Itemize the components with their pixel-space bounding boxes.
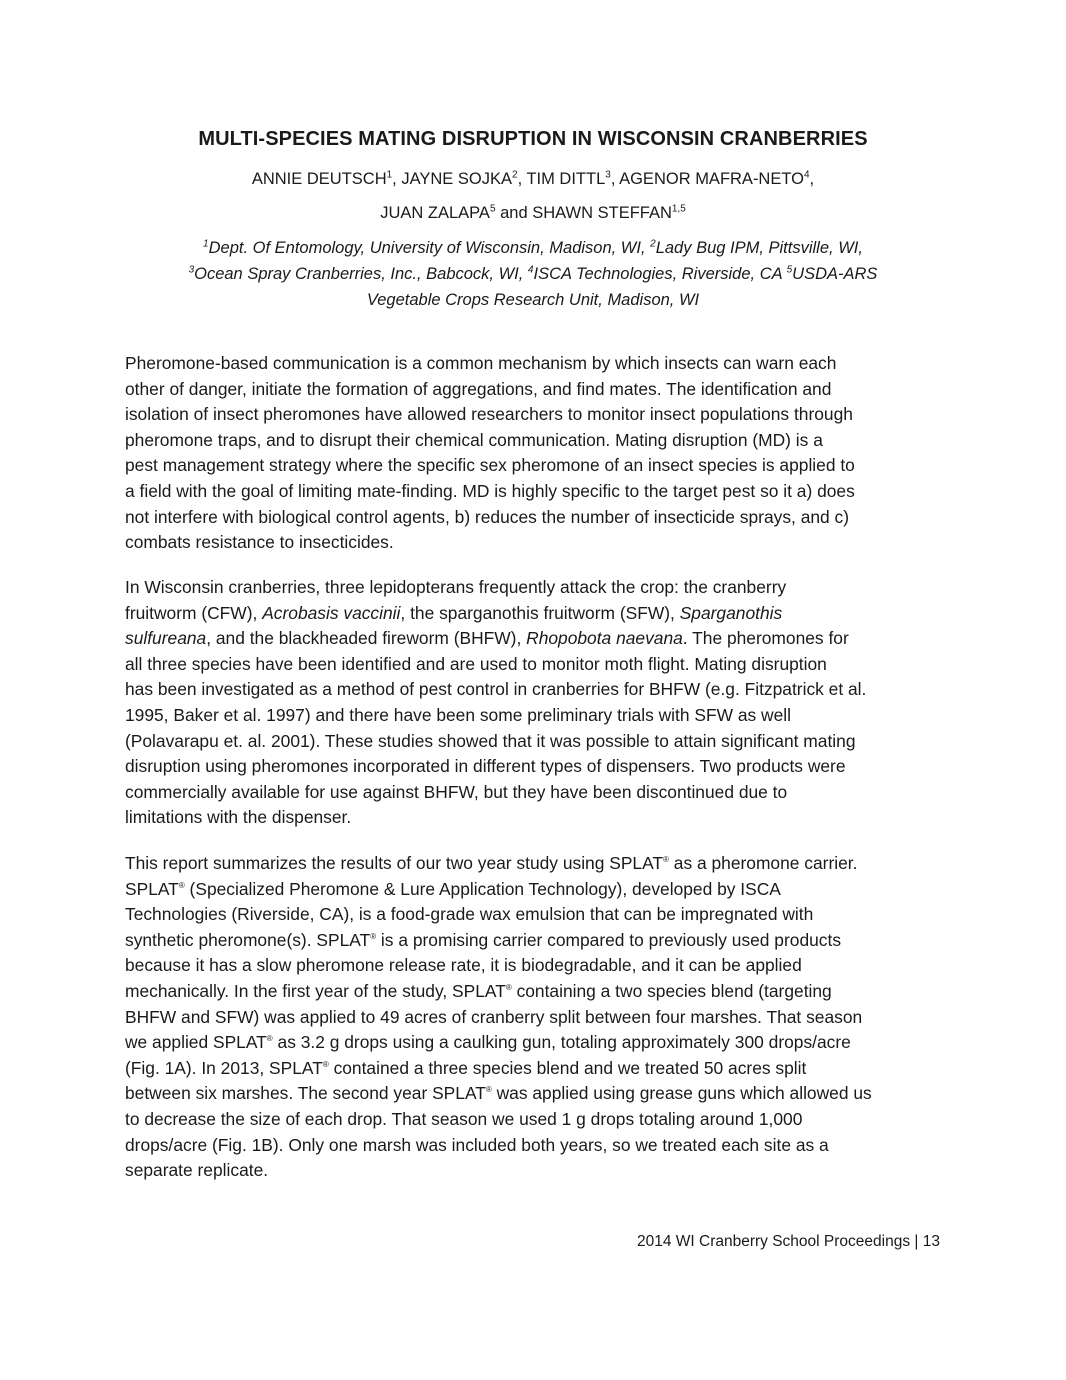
text-line: a field with the goal of limiting mate-finding. MD is highly specific to the target pest so it a) does [125,480,855,501]
author-name: ANNIE DEUTSCH [251,170,387,188]
author-line-2 [0,204,1066,223]
author-affiliation-marker: 1,5 [671,203,686,215]
text-line: pheromone traps, and to disrupt their chemical communication. Mating disruption (MD) is a [125,429,823,450]
paragraph-species [125,575,945,831]
text-line: pest management strategy where the specific sex pheromone of an insect species is applied to [125,455,855,476]
species-name: Sparganothis [679,602,783,623]
text-line: other of danger, initiate the formation of aggregations, and find mates. The identification and [125,378,832,399]
text-line: 1995, Baker et al. 1997) and there have been some preliminary trials with SFW as well [125,704,791,725]
text-line: to decrease the size of each drop. That season we used 1 g drops totaling around 1,000 [125,1108,803,1129]
text-line: BHFW and SFW) was applied to 49 acres of cranberry split between four marshes. That season [125,1006,863,1027]
author-affiliation-marker: 4 [803,169,810,181]
registered-mark: ® [663,855,669,865]
text-line [125,928,945,954]
species-name: sulfureana [125,628,207,649]
text-line: all three species have been identified and are used to monitor moth flight. Mating disruption [125,653,827,674]
registered-mark: ® [266,1034,273,1044]
page-number: 13 [922,1233,940,1250]
author-affiliation-marker: 5 [489,203,496,215]
author-name: AGENOR MAFRA-NETO [619,170,804,188]
affiliation-text: USDA-ARS [792,265,878,283]
text-run: as a pheromone carrier. [668,853,858,873]
text-run: containing a two species blend (targeting [511,980,832,1001]
text-line: isolation of insect pheromones have allowed researchers to monitor insect populations through [125,404,853,425]
affiliation-marker: 3 [188,264,195,276]
text-line: In Wisconsin cranberries, three lepidopterans frequently attack the crop: the cranberry [125,577,787,597]
author-name: SHAWN STEFFAN [532,204,672,222]
text-run: is a promising carrier compared to previously used products [376,929,842,950]
text-line [125,601,945,627]
author-affiliation-marker: 3 [605,169,611,181]
author-name: JAYNE SOJKA [401,170,512,188]
text-run: between six marshes. The second year SPLAT [125,1083,486,1104]
paragraph-intro [125,351,945,556]
text-line [125,877,945,903]
text-run: as 3.2 g drops using a caulking gun, totaling approximately 300 drops/acre [272,1032,851,1053]
text-line [125,851,945,877]
affiliation-text: ISCA Technologies, Riverside, CA [533,265,787,283]
text-line [125,1056,945,1082]
text-line: commercially available for use against BHFW, but they have been discontinued due to [125,781,788,802]
text-line: Pheromone-based communication is a common mechanism by which insects can warn each [125,353,837,373]
text-run: (Specialized Pheromone & Lure Application Technology), developed by ISCA [184,878,781,899]
text-run: synthetic pheromone(s). SPLAT [125,929,371,950]
text-run: was applied using grease guns which allowed us [491,1083,872,1104]
text-line: disruption using pheromones incorporated in different types of dispensers. Two products were [125,756,846,777]
affiliation-line-3: Vegetable Crops Research Unit, Madison, WI [366,291,700,309]
registered-mark: ® [505,983,512,993]
affiliation-marker: 4 [527,264,534,276]
text-line: Technologies (Riverside, CA), is a food-grade wax emulsion that can be impregnated with [125,904,814,925]
footer-text: 2014 WI Cranberry School Proceedings [636,1233,911,1250]
registered-mark: ® [178,880,185,890]
text-line: combats resistance to insecticides. [125,532,394,553]
text-run: mechanically. In the first year of the study, SPLAT [125,980,506,1001]
text-line: drops/acre (Fig. 1B). Only one marsh was included both years, so we treated each site as a [125,1134,829,1155]
text-line: separate replicate. [125,1160,269,1181]
text-line: has been investigated as a method of pest control in cranberries for BHFW (e.g. Fitzpatrick et al. [125,679,867,700]
species-name: Rhopobota naevana [526,628,683,649]
author-affiliation-marker: 1 [386,169,393,181]
text-line: limitations with the dispenser. [125,807,352,828]
registered-mark: ® [485,1085,492,1095]
text-line [125,1030,945,1056]
text-run: fruitworm (CFW), [125,602,263,623]
author-line-1: ANNIE DEUTSCH$^1$, JAYNE SOJKA$^2$, TIM DITTL$^3$, AGENOR MAFRA-NETO$^4$, [251,169,815,188]
registered-mark: ® [322,1059,329,1069]
affiliation-line-1 [0,239,1066,258]
text-run: , and the blackheaded fireworm (BHFW), [206,628,527,649]
text-run: (Fig. 1A). In 2013, SPLAT [125,1057,323,1078]
text-line: because it has a slow pheromone release rate, it is biodegradable, and it can be applied [125,955,802,976]
text-run: . The pheromones for [682,628,849,649]
page-footer [637,1233,940,1251]
text-run: , the sparganothis fruitworm (SFW), [400,602,680,623]
text-line [125,626,945,652]
text-run: SPLAT [125,878,179,899]
footer-separator: | [914,1233,919,1250]
affiliation-marker: 5 [786,264,793,276]
text-line [125,1081,945,1107]
affiliation-line-2 [0,265,1066,284]
text-run: contained a three species blend and we treated 50 acres split [328,1057,807,1078]
author-affiliation-marker: 2 [512,169,518,181]
affiliation-text: Lady Bug IPM, Pittsville, WI, [655,239,863,257]
text-line: not interfere with biological control agents, b) reduces the number of insecticide sprays, and c) [125,506,850,527]
author-conjunction: and [500,204,528,222]
species-name: Acrobasis vaccinii [262,602,401,623]
paragraph-splat [125,851,945,1184]
text-run: we applied SPLAT [125,1032,267,1053]
affiliation-marker: 1 [203,238,209,250]
text-run: This report summarizes the results of our two year study using SPLAT [125,853,664,873]
text-line: (Polavarapu et. al. 2001). These studies showed that it was possible to attain significant mating [125,730,856,751]
affiliation-text: Ocean Spray Cranberries, Inc., Babcock, WI, [194,265,528,283]
registered-mark: ® [370,931,377,941]
affiliation-text: Dept. Of Entomology, University of Wisconsin, Madison, WI, [208,239,651,257]
text-line [125,979,945,1005]
author-name: JUAN ZALAPA [380,204,490,222]
affiliation-marker: 2 [650,238,656,250]
paper-title: MULTI-SPECIES MATING DISRUPTION IN WISCONSIN CRANBERRIES [198,128,868,150]
author-name: TIM DITTL [526,170,606,188]
